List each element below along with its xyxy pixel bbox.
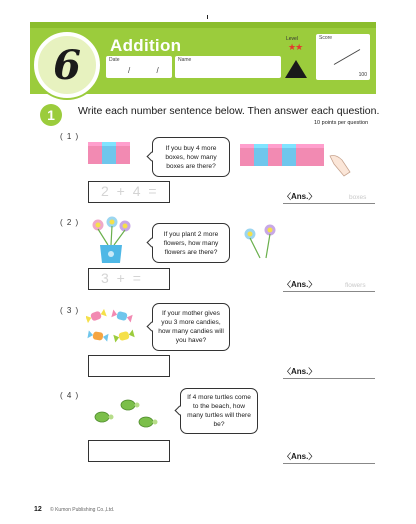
score-label: Score: [319, 35, 333, 41]
lesson-number-badge: [34, 32, 100, 98]
score-slash: [334, 49, 360, 65]
problem-2-unit: flowers: [345, 282, 366, 289]
section-number-badge: 1: [40, 104, 62, 126]
problem-1-unit: boxes: [349, 194, 367, 201]
name-label: Name: [178, 57, 192, 63]
problem-3-question: If your mother gives you 3 more candies, how many candies will you have?: [158, 310, 224, 344]
hand-icon: [326, 150, 354, 178]
turtles-icon: [90, 396, 166, 432]
problem-3-ans-label: 〈Ans.〉: [283, 367, 317, 376]
boxes-group-right: [240, 148, 324, 166]
problem-1-ans-label: 〈Ans.〉: [283, 192, 317, 201]
problem-3-question-bubble: [152, 303, 230, 351]
problem-1-trace-sentence: 2 + 4 =: [101, 183, 159, 199]
date-slashes: / /: [128, 66, 171, 75]
score-field[interactable]: [316, 34, 370, 80]
problem-4-label: ( 4 ): [60, 391, 80, 400]
candies-icon: [86, 306, 138, 346]
section-instruction: Write each number sentence below. Then answer each question.: [78, 105, 380, 117]
publisher-credit: © Kumon Publishing Co.,Ltd.: [50, 507, 115, 513]
problem-1-answer-box[interactable]: [88, 181, 170, 203]
problem-1-label: ( 1 ): [60, 132, 80, 141]
problem-4-ans-label: 〈Ans.〉: [283, 452, 317, 461]
top-crop-mark: [207, 15, 208, 19]
problem-4-answer-box[interactable]: [88, 440, 170, 462]
problem-1-ans-line: [283, 203, 375, 204]
problem-1-question: If you buy 4 more boxes, how many boxes are there?: [165, 144, 217, 170]
date-field[interactable]: [106, 56, 172, 78]
loose-flowers-icon: [240, 222, 286, 262]
problem-3-ans-line: [283, 378, 375, 379]
problem-4-ans-line: [283, 463, 375, 464]
problem-2-label: ( 2 ): [60, 218, 80, 227]
boxes-group-left: [88, 146, 130, 164]
flower-vase-icon: [88, 215, 134, 267]
problem-2-question-bubble: [152, 223, 230, 263]
problem-2-answer-box[interactable]: [88, 268, 170, 290]
date-label: Date: [109, 57, 120, 63]
problem-2-trace-sentence: 3 + =: [101, 270, 143, 286]
problem-4-question: If 4 more turtles come to the beach, how many turtles will there be?: [187, 394, 251, 428]
problem-4-question-bubble: [180, 388, 258, 434]
lesson-number: 6: [53, 41, 81, 89]
problem-3-label: ( 3 ): [60, 306, 80, 315]
level-label: Level: [286, 36, 298, 42]
level-stars-icon: ★★: [288, 42, 303, 52]
level-mountain-icon: [285, 60, 307, 78]
problem-1-question-bubble: [152, 137, 230, 177]
problem-2-ans-line: [283, 291, 375, 292]
points-note: 10 points per question: [314, 120, 369, 126]
problem-2-question: If you plant 2 more flowers, how many flowers are there?: [163, 230, 219, 256]
score-max: 100: [358, 72, 367, 78]
page-number: 12: [34, 506, 42, 513]
page-title: Addition: [110, 36, 182, 55]
problem-3-answer-box[interactable]: [88, 355, 170, 377]
problem-2-ans-label: 〈Ans.〉: [283, 280, 317, 289]
name-field[interactable]: [175, 56, 281, 78]
